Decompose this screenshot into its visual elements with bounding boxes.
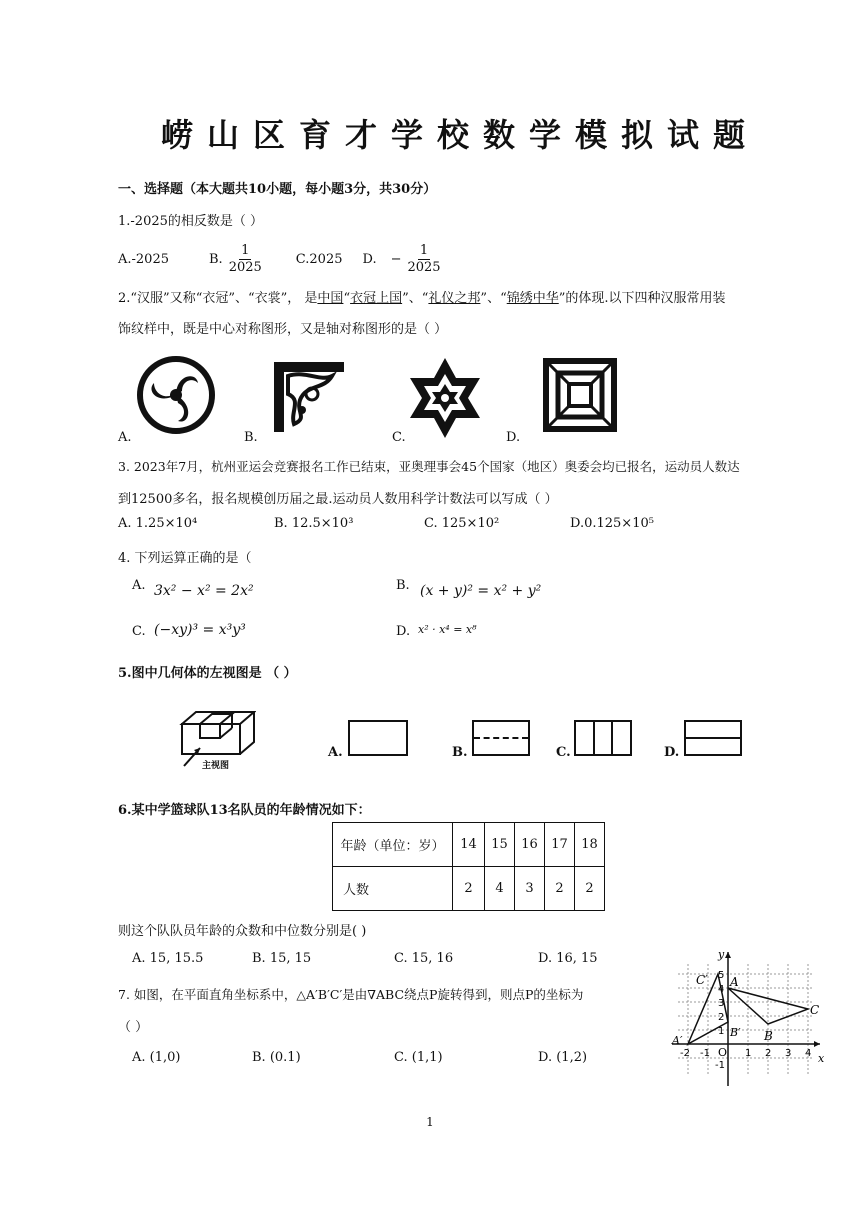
q7-option-c: C. (1,1) bbox=[394, 1050, 443, 1065]
q7-y-tick: 1 bbox=[718, 1026, 725, 1037]
q6-count-cell: 4 bbox=[485, 867, 515, 911]
page-title: 崂山区育才学校数学模拟试题 bbox=[160, 116, 759, 154]
q3-option-c: C. 125×10² bbox=[424, 516, 500, 531]
q5-stem: 5.图中几何体的左视图是 （ ） bbox=[118, 666, 297, 681]
q6-option-a: A. 15, 15.5 bbox=[132, 951, 204, 966]
q7-x-tick: 4 bbox=[805, 1048, 812, 1059]
q5-label-b: B. bbox=[452, 745, 468, 760]
q6-count-cell: 2 bbox=[453, 867, 485, 911]
q7-origin: O bbox=[718, 1046, 728, 1059]
q1-option-a: A.-2025 bbox=[118, 252, 169, 267]
q2-label-b: B. bbox=[244, 430, 258, 445]
q2-label-c: C. bbox=[392, 430, 406, 445]
q7-point-c: C bbox=[810, 1003, 820, 1017]
q7-axis-y: y bbox=[718, 948, 725, 961]
q6-count-cell: 2 bbox=[545, 867, 575, 911]
q2-pattern-b bbox=[272, 360, 346, 434]
q1-d-numerator: 1 bbox=[419, 243, 429, 258]
q7-y-tick: 5 bbox=[718, 970, 725, 981]
q6-option-d: D. 16, 15 bbox=[538, 951, 598, 966]
q3-stem-line1: 3. 2023年7月，杭州亚运会竞赛报名工作已结束，亚奥理事会45个国家（地区）奥委会均已报名，运动员人数达 bbox=[118, 459, 740, 474]
q7-point-b: B bbox=[764, 1029, 773, 1043]
q1-b-numerator: 1 bbox=[241, 243, 250, 258]
q2-stem-line2: 饰纹样中，既是中心对称图形，又是轴对称图形的是（ ） bbox=[118, 322, 448, 337]
q1-option-d-fraction bbox=[407, 243, 440, 276]
q3-option-a: A. 1.25×10⁴ bbox=[118, 516, 198, 531]
q4-stem: 4. 下列运算正确的是（ bbox=[118, 551, 252, 566]
q1-option-b-fraction bbox=[229, 243, 262, 276]
q2-underline-2: 衣冠上国 bbox=[350, 291, 403, 306]
q2-underline-3: 礼仪之邦 bbox=[428, 291, 481, 306]
q6-stem: 6.某中学篮球队13名队员的年龄情况如下： bbox=[118, 803, 371, 818]
q7-point-b-prime: B′ bbox=[730, 1026, 741, 1039]
q6-age-cell: 16 bbox=[515, 823, 545, 867]
q7-option-b: B. (0.1) bbox=[252, 1050, 301, 1065]
q6-count-cell: 2 bbox=[575, 867, 605, 911]
q2-underline-4: 锦绣中华 bbox=[506, 291, 559, 306]
q1-stem: 1.-2025的相反数是（ ） bbox=[118, 214, 264, 229]
q6-header-count: 人数 bbox=[333, 867, 453, 911]
q7-y-tick: 3 bbox=[718, 998, 725, 1009]
q1-option-d-sign: − bbox=[390, 252, 402, 267]
q7-stem: 7. 如图，在平面直角坐标系中，△A′B′C′是由∇ABC绕点P旋转得到，则点P的坐标为 bbox=[118, 987, 584, 1002]
q1-d-denominator: 2025 bbox=[407, 260, 441, 275]
q2-pattern-a bbox=[136, 355, 216, 435]
q7-x-tick: -1 bbox=[700, 1048, 710, 1059]
table-row bbox=[333, 823, 605, 867]
q2-mid-3: ”、“ bbox=[480, 291, 507, 306]
q6-age-cell: 17 bbox=[545, 823, 575, 867]
q6-age-table bbox=[332, 822, 605, 911]
q4-option-b-label: B. bbox=[396, 578, 410, 593]
q1-option-b-label: B. bbox=[209, 252, 223, 267]
q2-underline-1: 中国 bbox=[317, 291, 344, 306]
q4-option-d-expr: x² · x⁴ = x⁸ bbox=[418, 623, 477, 636]
q5-front-view-label: 主视图 bbox=[202, 761, 230, 771]
q2-pattern-c bbox=[402, 356, 488, 440]
q7-point-a: A bbox=[730, 975, 739, 989]
q2-stem-part1: 2.“汉服”又称“衣冠”、“衣裳”， 是 bbox=[118, 291, 318, 306]
q7-option-d: D. (1,2) bbox=[538, 1050, 588, 1065]
q4-option-a-expr: 3x² − x² = 2x² bbox=[154, 583, 254, 599]
q4-option-c-expr: (−xy)³ = x³y³ bbox=[154, 622, 246, 638]
q5-option-a-figure bbox=[348, 720, 408, 756]
q7-coordinate-figure bbox=[668, 944, 828, 1094]
q7-x-tick: 3 bbox=[785, 1048, 792, 1059]
q5-option-c-figure bbox=[574, 720, 632, 756]
q7-axis-x: x bbox=[818, 1052, 825, 1065]
q5-label-d: D. bbox=[664, 745, 680, 760]
q1-b-denominator: 2025 bbox=[228, 260, 262, 275]
q5-option-d-figure bbox=[684, 720, 742, 756]
q6-question: 则这个队队员年龄的众数和中位数分别是( ) bbox=[118, 924, 367, 939]
q6-option-b: B. 15, 15 bbox=[252, 951, 312, 966]
q2-stem-tail: ”的体现.以下四种汉服常用装 bbox=[558, 291, 726, 306]
q4-option-b-expr: (x + y)² = x² + y² bbox=[420, 583, 542, 599]
q7-x-tick: 1 bbox=[745, 1048, 752, 1059]
table-row bbox=[333, 867, 605, 911]
q2-label-d: D. bbox=[506, 430, 521, 445]
q3-option-b: B. 12.5×10³ bbox=[274, 516, 354, 531]
q4-option-a-label: A. bbox=[132, 578, 146, 593]
q6-age-cell: 18 bbox=[575, 823, 605, 867]
q7-x-tick: -2 bbox=[680, 1048, 690, 1059]
q6-count-cell: 3 bbox=[515, 867, 545, 911]
q7-option-a: A. (1,0) bbox=[132, 1050, 181, 1065]
q1-options bbox=[118, 243, 441, 276]
q7-x-tick: 2 bbox=[765, 1048, 772, 1059]
q2-mid-1: “ bbox=[343, 291, 351, 306]
q7-y-tick: 2 bbox=[718, 1012, 725, 1023]
q2-label-a: A. bbox=[118, 430, 132, 445]
q4-option-d-label: D. bbox=[396, 624, 411, 639]
q7-y-tick: 4 bbox=[718, 984, 725, 995]
q6-option-c: C. 15, 16 bbox=[394, 951, 454, 966]
q5-label-a: A. bbox=[328, 745, 343, 760]
q6-age-cell: 14 bbox=[453, 823, 485, 867]
q1-option-d-label: D. bbox=[362, 252, 377, 267]
q7-point-a-prime: A′ bbox=[672, 1034, 683, 1047]
q6-header-age: 年龄（单位：岁） bbox=[333, 823, 453, 867]
q6-age-cell: 15 bbox=[485, 823, 515, 867]
q2-pattern-d bbox=[543, 358, 617, 432]
q7-y-tick: -1 bbox=[715, 1060, 725, 1071]
section-heading: 一、选择题（本大题共10小题，每小题3分，共30分） bbox=[118, 182, 437, 197]
q4-option-c-label: C. bbox=[132, 624, 146, 639]
q7-paren: （ ） bbox=[118, 1020, 149, 1035]
page-number: 1 bbox=[426, 1115, 434, 1129]
q2-mid-2: ”、“ bbox=[402, 291, 429, 306]
q2-stem bbox=[118, 287, 726, 306]
q3-option-d: D.0.125×10⁵ bbox=[570, 516, 654, 531]
q5-label-c: C. bbox=[556, 745, 571, 760]
q7-point-c-prime: C′ bbox=[696, 973, 708, 987]
q1-option-c: C.2025 bbox=[295, 252, 343, 267]
q3-stem-line2: 到12500多名，报名规模创历届之最.运动员人数用科学计数法可以写成（ ） bbox=[118, 492, 558, 507]
q5-option-b-figure bbox=[472, 720, 530, 756]
